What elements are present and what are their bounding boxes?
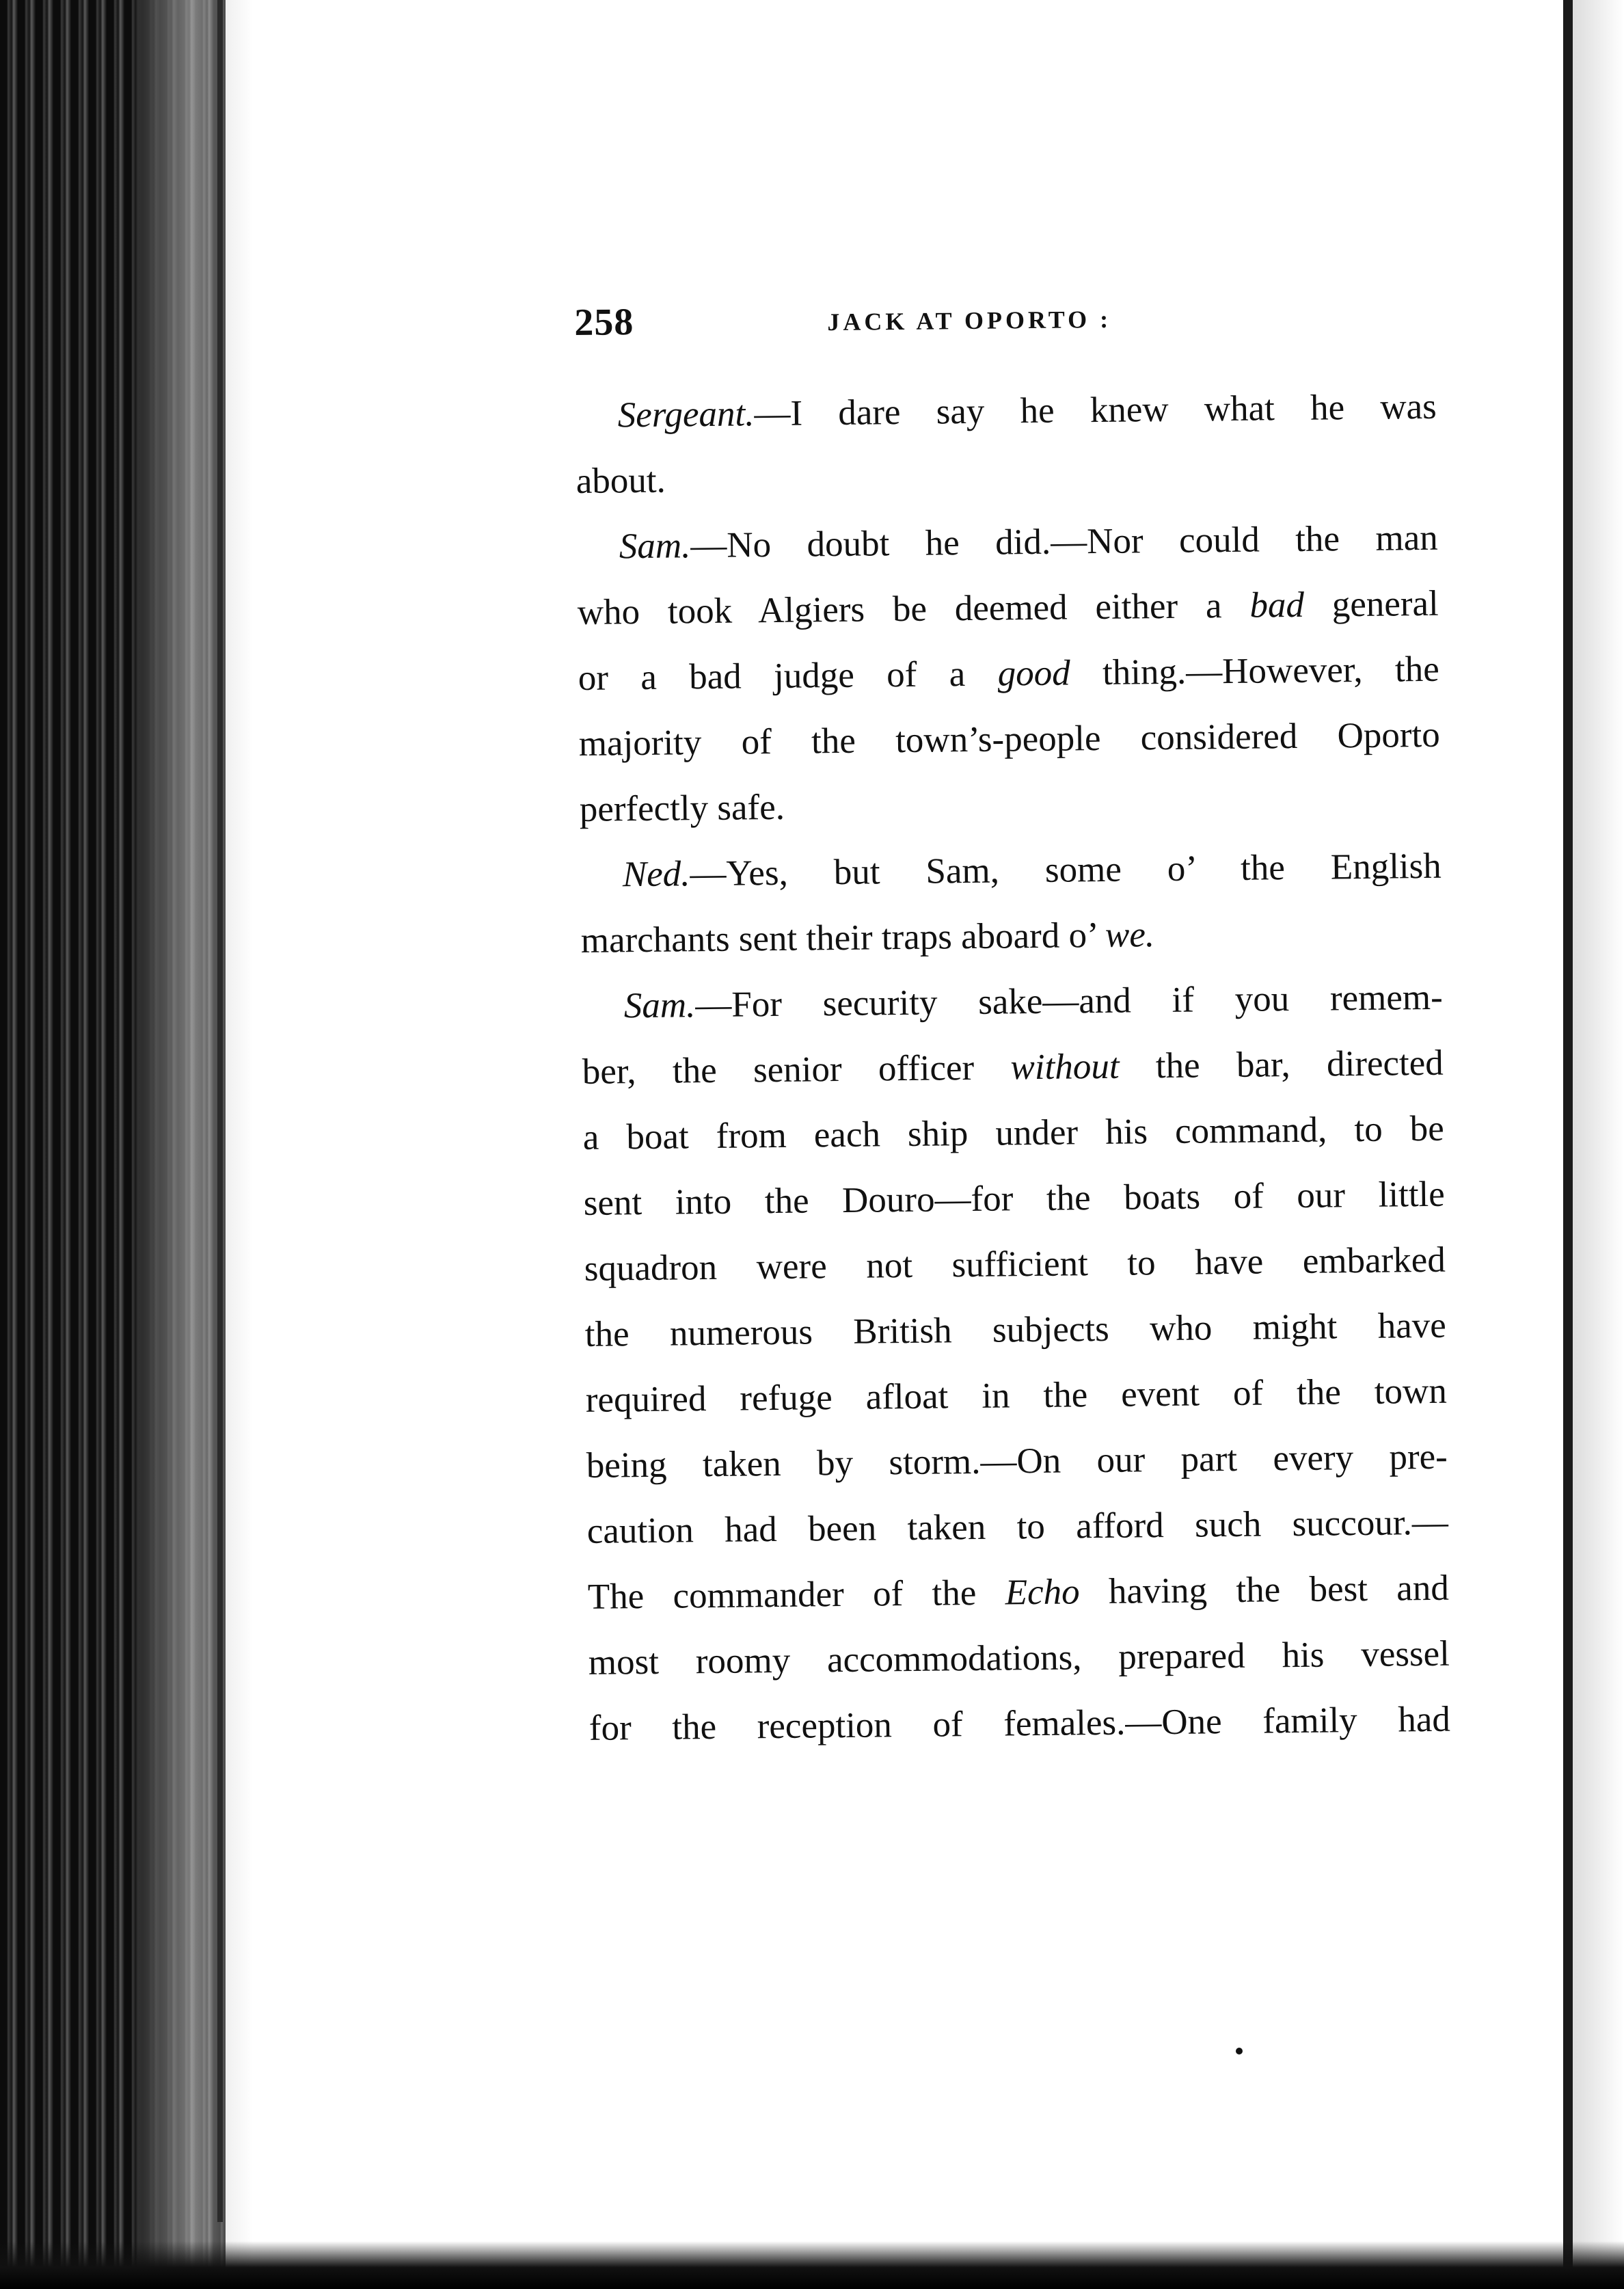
right-page-edge [1563,0,1573,2289]
text-line [583,1162,1445,1236]
line-text: marchants sent their traps aboard o’ [580,915,1106,961]
line-text: caution had been taken to afford such succour.— [586,1502,1449,1551]
text-line [580,899,1442,974]
text-line [577,571,1439,645]
line-text: being taken by storm.—On our part every pre- [586,1436,1448,1486]
text-line [576,440,1437,514]
line-text: ber, the senior officer [582,1047,1011,1092]
running-head-title: JACK AT OPORTO : [827,305,1112,336]
line-text: the bar, directed [1119,1043,1444,1086]
italic-word: without [1010,1046,1120,1088]
line-text: —I dare say he knew what he was [754,386,1437,434]
line-text: most roomy accommodations, prepared his vessel [588,1633,1450,1683]
line-text: for the reception of females.—One family had [588,1699,1451,1748]
text-line [585,1358,1447,1433]
speaker-name: Ned. [622,854,690,895]
text-line [578,702,1440,777]
italic-word: Echo [1005,1572,1080,1613]
line-text: majority of the town’s-people considered Oporto [578,714,1441,764]
text-line [587,1555,1449,1630]
text-line [584,1293,1446,1367]
page-curl-shadow [137,0,253,2289]
text-line [580,833,1442,908]
line-text: the numerous British subjects who might have [584,1305,1447,1354]
text-line [581,965,1443,1039]
line-text: The commander of the [587,1572,1005,1617]
body-text [575,374,1450,1761]
book-page [574,292,1450,1761]
line-text: general [1303,583,1439,625]
text-line [588,1687,1450,1761]
line-text: a boat from each ship under his command, to be [582,1108,1445,1157]
text-line [579,768,1441,842]
bottom-scan-band [0,2241,1624,2289]
line-text: —No doubt he did.—Nor could the man [690,518,1439,566]
text-line [582,1096,1444,1170]
speaker-name: Sam. [619,526,691,567]
line-text: —Yes, but Sam, some o’ the English [690,846,1442,894]
text-line [588,1621,1450,1696]
page-number: 258 [574,301,634,344]
line-text: who took Algiers be deemed either a [577,585,1250,632]
text-line [584,1227,1446,1302]
text-line [582,1030,1444,1105]
text-line [576,505,1438,580]
text-line [586,1490,1448,1564]
speaker-name: Sergeant. [617,394,755,436]
italic-word: we. [1105,915,1155,955]
italic-word: good [997,653,1070,694]
ink-speck [1236,2048,1243,2054]
speaker-name: Sam. [623,985,696,1026]
line-text: required refuge afloat in the event of the town [585,1371,1448,1420]
line-text: or a bad judge of a [578,654,998,698]
text-line [586,1424,1448,1499]
running-head [574,292,1436,356]
line-text: thing.—However, the [1070,649,1440,693]
line-text: squadron were not sufficient to have embarked [584,1240,1446,1289]
line-text: about. [576,460,666,501]
text-line [578,637,1439,711]
italic-word: bad [1249,585,1305,626]
line-text: sent into the Douro—for the boats of our little [583,1174,1446,1223]
text-line [575,374,1437,449]
line-text: —For security sake—and if you remem- [695,977,1444,1026]
gutter-line [217,0,223,2222]
line-text: perfectly safe. [579,787,785,829]
line-text: having the best and [1079,1568,1450,1612]
right-page-shade [1573,0,1624,2289]
